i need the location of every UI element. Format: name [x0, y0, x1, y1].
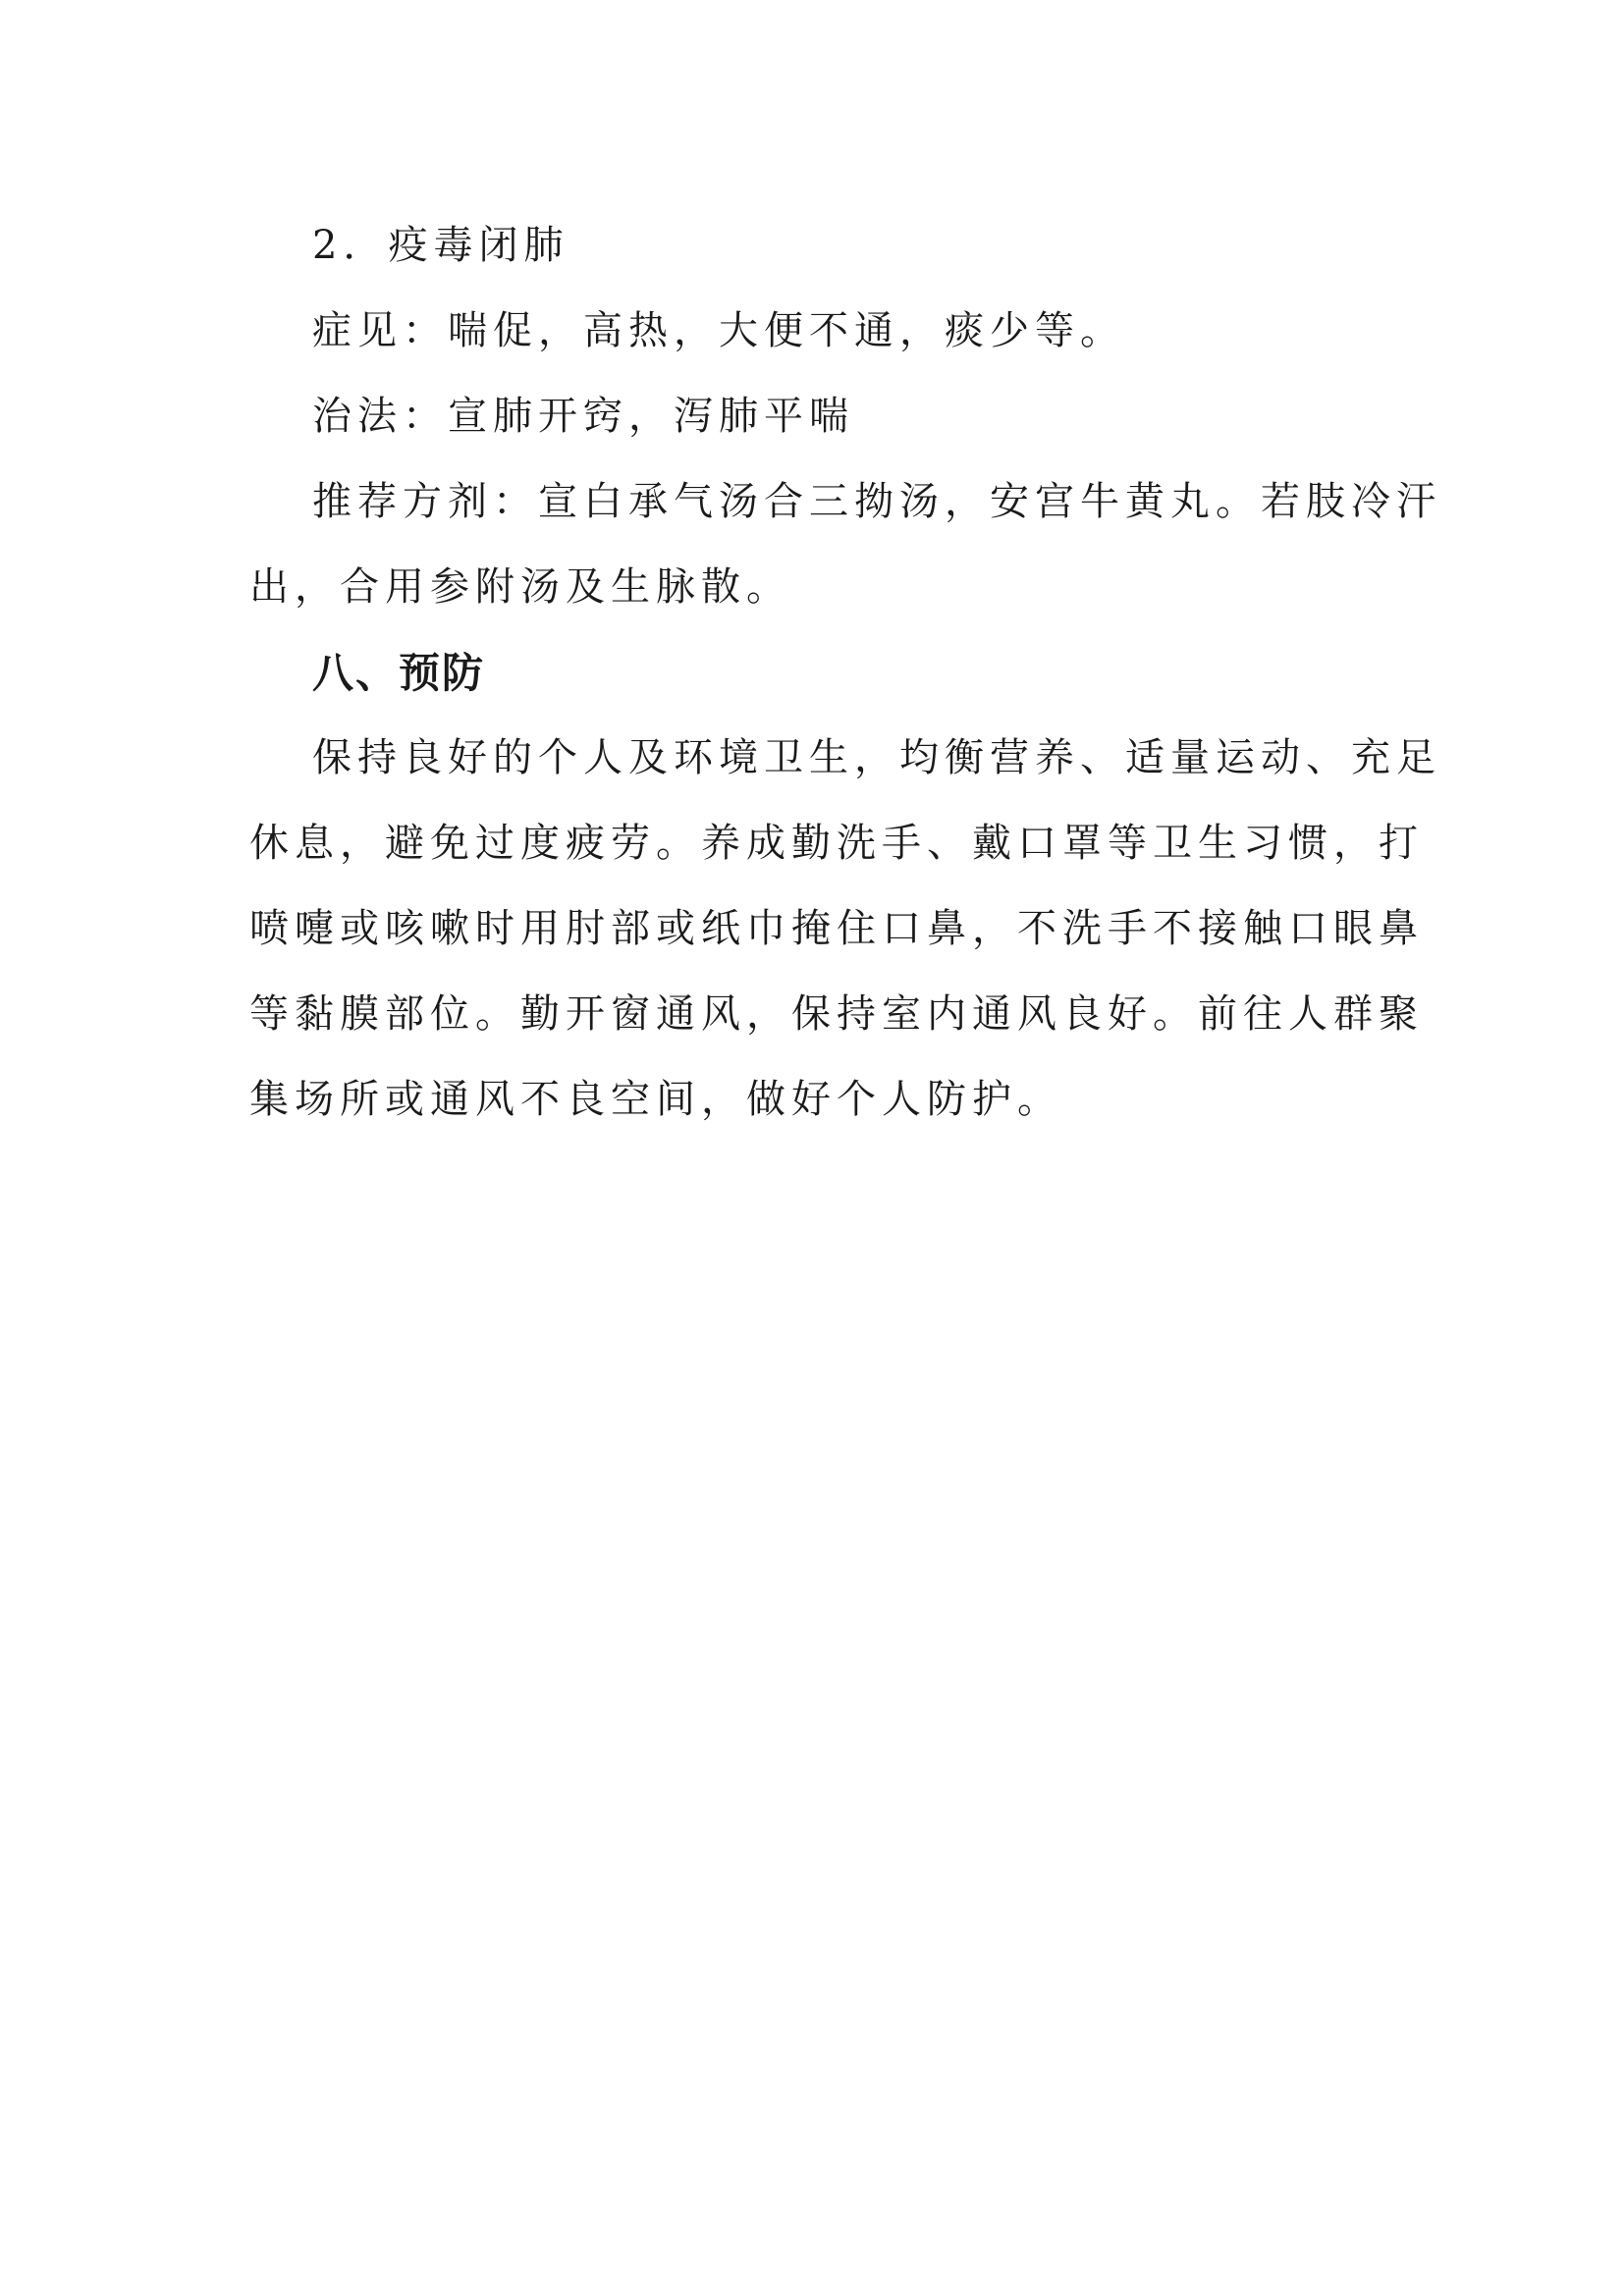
- prevention-line: 喷嚏或咳嗽时用肘部或纸巾掩住口鼻，不洗手不接触口眼鼻: [249, 906, 1424, 951]
- prevention-line: 等黏膜部位。勤开窗通风，保持室内通风良好。前往人群聚: [249, 991, 1424, 1037]
- prescription-line-2: 出，合用参附汤及生脉散。: [249, 564, 791, 610]
- prevention-line: 保持良好的个人及环境卫生，均衡营养、适量运动、充足: [312, 735, 1441, 780]
- symptoms-line: 症见：喘促，高热，大便不通，痰少等。: [312, 308, 1125, 353]
- prevention-heading: 八、预防: [312, 649, 486, 697]
- prevention-line: 休息，避免过度疲劳。养成勤洗手、戴口罩等卫生习惯，打: [249, 821, 1424, 866]
- treatment-line: 治法：宣肺开窍，泻肺平喘: [312, 394, 854, 439]
- prevention-line: 集场所或通风不良空间，做好个人防护。: [249, 1077, 1062, 1122]
- subsection-title: 2．疫毒闭肺: [312, 223, 569, 268]
- prescription-line-1: 推荐方剂：宣白承气汤合三拗汤，安宫牛黄丸。若肢冷汗: [312, 479, 1441, 524]
